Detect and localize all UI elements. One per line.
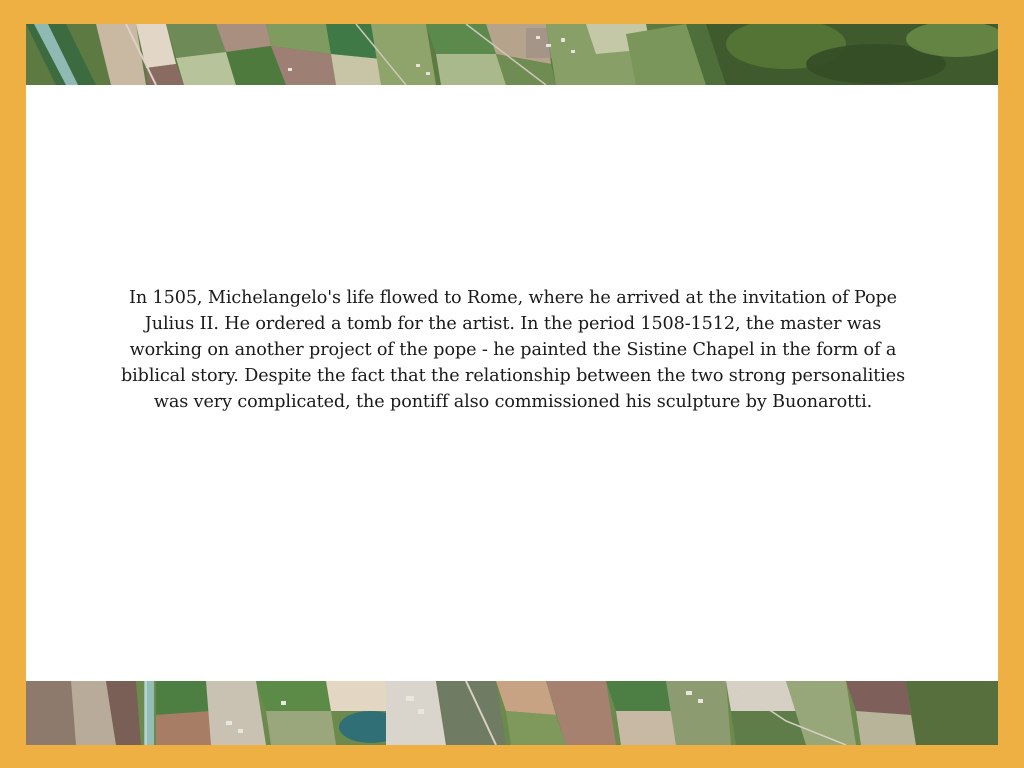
slide-paragraph: In 1505, Michelangelo's life flowed to Rome, where he arrived at the invitation of Pope Julius II. He ordered a tomb for the artist. In the period 1508-1512, the master was working on another project of the pope - he painted the Sistine Chapel in the form of a biblical story. Despite the fact that the relationship between the two strong personalities was very complicated, the pontiff also commissioned his sculpture by Buonarotti. [120, 288, 906, 412]
top-aerial-banner [26, 24, 998, 85]
aerial-field-pattern-bottom [26, 681, 998, 745]
slide-card [26, 24, 998, 745]
aerial-field-pattern-top [26, 24, 998, 85]
bottom-aerial-banner [26, 681, 998, 745]
